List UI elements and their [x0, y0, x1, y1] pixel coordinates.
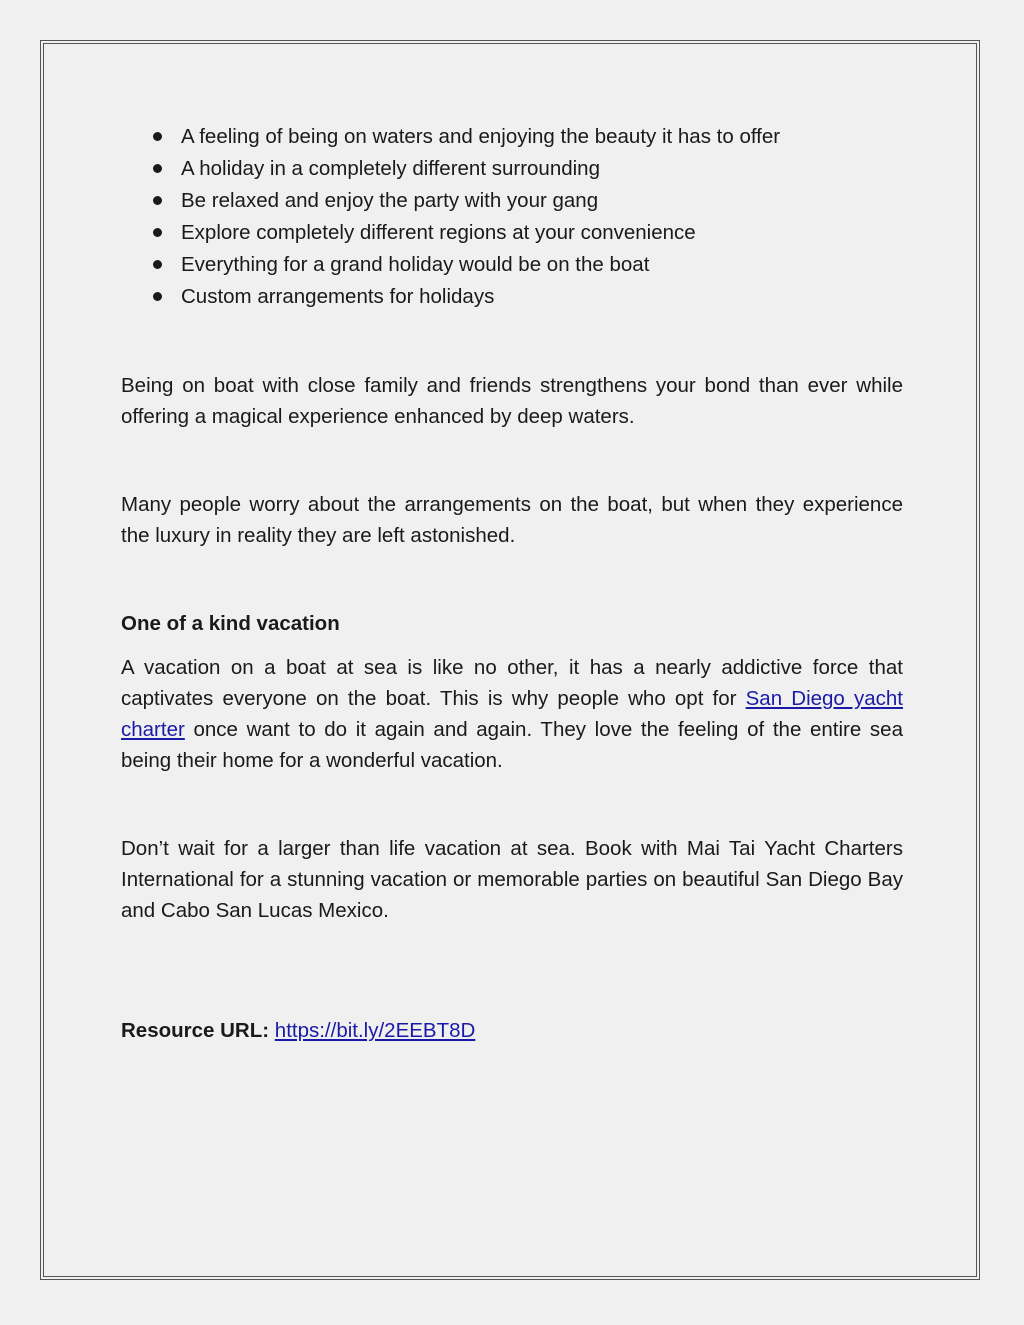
- bullet-text: Be relaxed and enjoy the party with your gang: [181, 189, 599, 212]
- bullet-list: [121, 122, 903, 314]
- section-heading: One of a kind vacation: [121, 612, 340, 635]
- bullet-item: [121, 122, 903, 154]
- bullet-text: Explore completely different regions at your convenience: [181, 221, 696, 244]
- bullet-text: Custom arrangements for holidays: [181, 285, 495, 308]
- bullet-dot-icon: [153, 260, 162, 269]
- bullet-item: [121, 218, 903, 250]
- paragraph-bond: Being on boat with close family and friends strengthens your bond than ever while offering a magical experience enhanced by deep waters.: [121, 374, 903, 428]
- resource-label: Resource URL:: [121, 1019, 270, 1042]
- san-diego-yacht-charter-link[interactable]: San Diego yacht charter: [121, 687, 903, 741]
- document-body: [121, 122, 903, 1046]
- bullet-text: Everything for a grand holiday would be on the boat: [181, 253, 650, 276]
- bullet-dot-icon: [153, 292, 162, 301]
- paragraph-arrangements: Many people worry about the arrangements on the boat, but when they experience the luxury in reality they are left astonished.: [121, 493, 903, 547]
- resource-line: [121, 1015, 903, 1046]
- bullet-dot-icon: [153, 228, 162, 237]
- bullet-dot-icon: [153, 132, 162, 141]
- paragraph-vacation-text-before: A vacation on a boat at sea is like no other, it has a nearly addictive force that captivates everyone on the boat. This is why people who opt for: [121, 656, 903, 710]
- paragraph-booking: Don’t wait for a larger than life vacation at sea. Book with Mai Tai Yacht Charters International for a stunning vacation or memorable parties on beautiful San Diego Bay and Cabo San Lucas Mexico.: [121, 837, 903, 922]
- paragraph-vacation: [121, 652, 903, 776]
- bullet-item: [121, 154, 903, 186]
- bullet-item: [121, 282, 903, 314]
- bullet-dot-icon: [153, 196, 162, 205]
- bullet-item: [121, 186, 903, 218]
- bullet-text: A holiday in a completely different surrounding: [181, 157, 600, 180]
- paragraph-vacation-text-after: once want to do it again and again. They love the feeling of the entire sea being their home for a wonderful vacation.: [121, 718, 903, 772]
- resource-url-link[interactable]: https://bit.ly/2EEBT8D: [274, 1019, 476, 1042]
- bullet-item: [121, 250, 903, 282]
- bullet-text: A feeling of being on waters and enjoying the beauty it has to offer: [181, 125, 781, 148]
- bullet-dot-icon: [153, 164, 162, 173]
